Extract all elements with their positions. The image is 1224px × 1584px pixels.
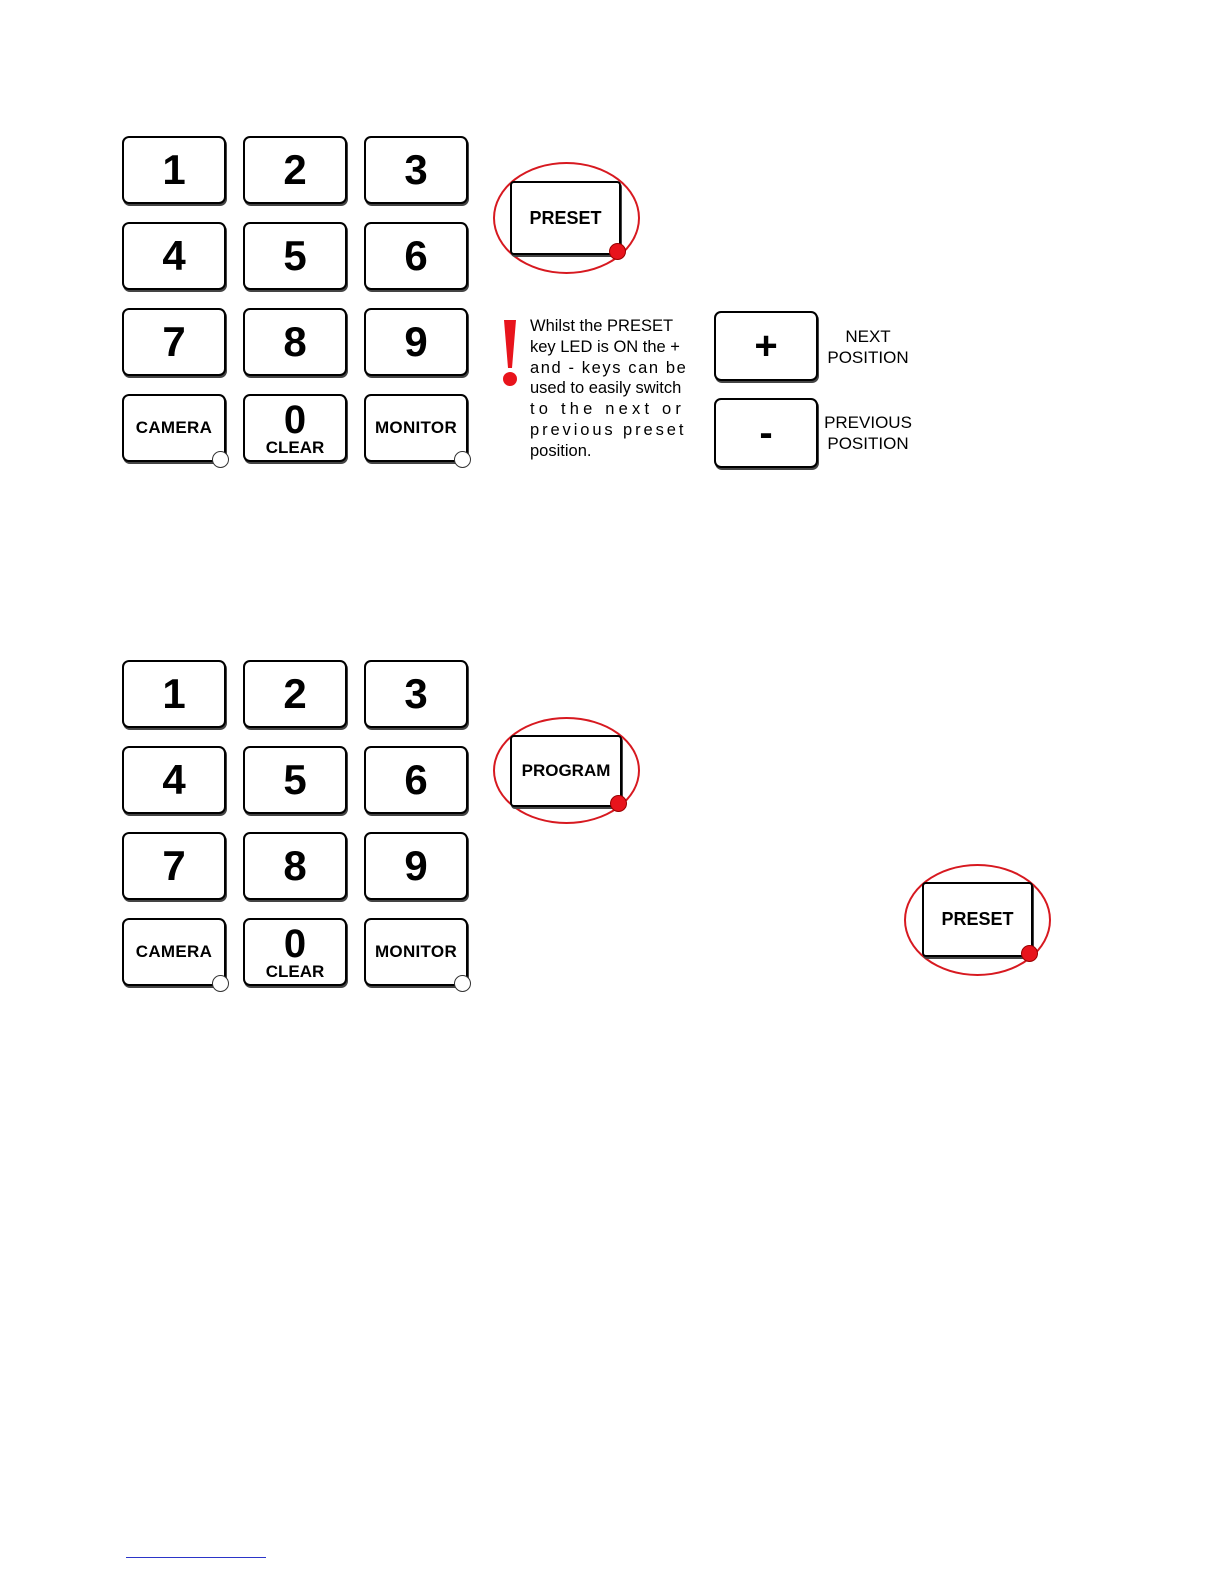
key-2-label: 2: [283, 670, 307, 717]
clear-key-label: CLEAR: [265, 962, 325, 981]
camera-led-indicator: [212, 451, 229, 468]
key-4-label: 4: [162, 756, 186, 803]
clear-key-label: CLEAR: [265, 438, 325, 457]
camera-key-label: CAMERA: [135, 418, 213, 437]
footnote-separator: [126, 1557, 266, 1558]
key-2[interactable]: [243, 660, 347, 728]
monitor-key[interactable]: [364, 394, 468, 462]
camera-key[interactable]: [122, 918, 226, 986]
note-line: position.: [530, 441, 592, 460]
plus-key[interactable]: [714, 311, 818, 381]
key-7-label: 7: [162, 842, 186, 889]
zero-clear-key[interactable]: [243, 394, 347, 462]
key-2-label: 2: [283, 146, 307, 193]
key-9[interactable]: [364, 308, 468, 376]
preset-navigation-note: [530, 316, 698, 462]
key-8-label: 8: [283, 842, 307, 889]
previous-label-line-2: POSITION: [827, 434, 909, 453]
plus-key-label: +: [754, 324, 778, 368]
program-led-on-indicator: [610, 795, 627, 812]
key-5-label: 5: [283, 756, 307, 803]
preset-led-on-indicator: [1021, 945, 1038, 962]
key-7[interactable]: [122, 308, 226, 376]
key-6[interactable]: [364, 746, 468, 814]
zero-key-digit: 0: [283, 922, 307, 966]
monitor-led-indicator: [454, 451, 471, 468]
note-line: Whilst the PRESET: [530, 317, 674, 335]
key-3-label: 3: [404, 670, 428, 717]
key-3[interactable]: [364, 136, 468, 204]
note-line: key LED is ON the +: [530, 337, 680, 356]
preset-key[interactable]: [922, 882, 1033, 957]
key-9-label: 9: [404, 318, 428, 365]
bottom-keypad: [122, 660, 472, 1000]
key-1-label: 1: [162, 146, 186, 193]
note-line: to the next or: [530, 400, 686, 419]
next-label-line-1: NEXT: [845, 327, 891, 346]
key-8[interactable]: [243, 308, 347, 376]
key-1-label: 1: [162, 670, 186, 717]
key-4[interactable]: [122, 222, 226, 290]
camera-key-label: CAMERA: [135, 942, 213, 961]
preset-key-label: PRESET: [529, 207, 602, 228]
preset-key-label: PRESET: [941, 909, 1014, 929]
key-6-label: 6: [404, 232, 428, 279]
key-3-label: 3: [404, 146, 428, 193]
key-5-label: 5: [283, 232, 307, 279]
monitor-key-label: MONITOR: [374, 942, 458, 961]
minus-key-label: -: [759, 411, 773, 455]
next-label-line-2: POSITION: [827, 348, 909, 367]
monitor-key[interactable]: [364, 918, 468, 986]
exclamation-warning-icon: [499, 318, 521, 388]
previous-position-label: [820, 412, 916, 454]
key-1[interactable]: [122, 136, 226, 204]
previous-label-line-1: PREVIOUS: [824, 413, 912, 432]
key-9-label: 9: [404, 842, 428, 889]
program-key-label: PROGRAM: [521, 761, 611, 780]
key-8-label: 8: [283, 318, 307, 365]
key-4-label: 4: [162, 232, 186, 279]
key-9[interactable]: [364, 832, 468, 900]
camera-key[interactable]: [122, 394, 226, 462]
next-position-label: [820, 326, 916, 368]
key-6[interactable]: [364, 222, 468, 290]
monitor-key-label: MONITOR: [374, 418, 458, 437]
key-8[interactable]: [243, 832, 347, 900]
top-keypad: [122, 136, 472, 476]
key-5[interactable]: [243, 222, 347, 290]
preset-led-on-indicator: [609, 243, 626, 260]
program-key[interactable]: [510, 735, 622, 807]
minus-key[interactable]: [714, 398, 818, 468]
preset-key[interactable]: [510, 181, 621, 255]
key-5[interactable]: [243, 746, 347, 814]
key-1[interactable]: [122, 660, 226, 728]
note-line: previous preset: [530, 420, 687, 439]
camera-led-indicator: [212, 975, 229, 992]
key-7-label: 7: [162, 318, 186, 365]
key-7[interactable]: [122, 832, 226, 900]
key-2[interactable]: [243, 136, 347, 204]
monitor-led-indicator: [454, 975, 471, 992]
key-6-label: 6: [404, 756, 428, 803]
key-3[interactable]: [364, 660, 468, 728]
note-line: and - keys can be: [530, 358, 688, 377]
note-line: used to easily switch: [530, 379, 682, 398]
key-4[interactable]: [122, 746, 226, 814]
zero-clear-key[interactable]: [243, 918, 347, 986]
zero-key-digit: 0: [283, 398, 307, 442]
